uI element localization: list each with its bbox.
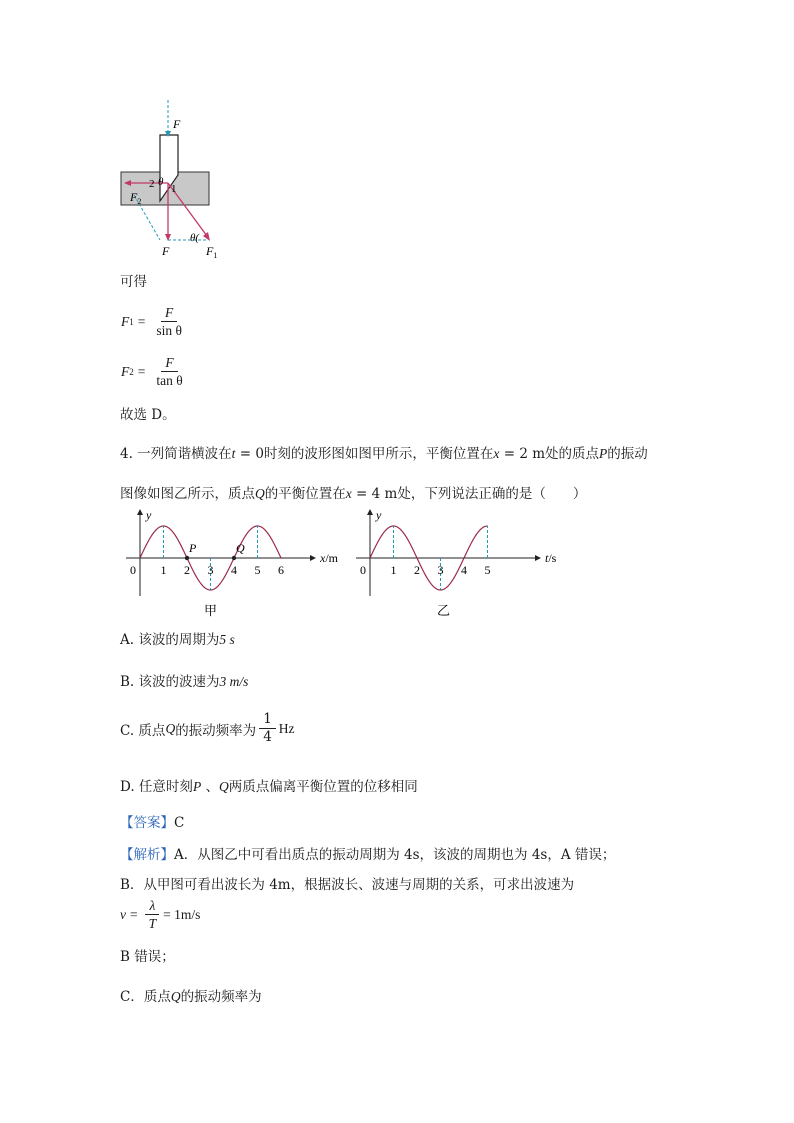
tick-label: 5 <box>484 563 491 577</box>
analysis-tag: 【解析】 <box>120 847 174 863</box>
tick-label: 4 <box>461 563 467 577</box>
label-2: 2 <box>149 178 155 190</box>
wave-graph-jia <box>115 505 345 625</box>
x-axis-label: t/s <box>545 551 557 565</box>
x-axis-arrow <box>310 555 316 561</box>
option-c[interactable]: C. 质点 Q 的振动频率为 $\frac{1}{4}$ Hz <box>120 711 295 745</box>
equation-f2: F 2 = $\frac{F}{\text{tan θ}}$ <box>121 355 183 388</box>
label-f2: $F_2$ <box>130 190 142 206</box>
answer-line: 【答案】C <box>120 815 185 831</box>
chart-caption: 甲 <box>204 603 218 618</box>
equation-v: v = $\frac{\lambda}{T}$ = 1m/s <box>120 898 201 931</box>
force-diagram <box>110 95 230 265</box>
tick-label: 6 <box>278 563 284 577</box>
tick-label: 0 <box>360 563 366 577</box>
tick-label: 1 <box>390 563 397 577</box>
label-f1: $F_1$ <box>206 244 218 260</box>
question4-line1: 4. 一列简谐横波在t = 0时刻的波形图如图甲所示，平衡位置在x = 2 m处的质点P的振动 <box>120 446 648 462</box>
tick-label: 4 <box>231 563 237 577</box>
x-axis-label: x/m <box>320 551 338 565</box>
tick-label: 3 <box>207 563 214 577</box>
particle-label: Q <box>236 541 245 555</box>
label-f-top: F <box>173 117 181 131</box>
y-axis-arrow <box>137 509 143 515</box>
label-f-bottom: F <box>162 244 170 258</box>
tick-label: 1 <box>160 563 167 577</box>
conclusion-text: 故选 D。 <box>120 407 176 423</box>
label-theta-lower: θ( <box>190 232 200 244</box>
answer-tag: 【答案】 <box>120 815 174 831</box>
tick-label: 2 <box>184 563 190 577</box>
vibration-graph-yi <box>345 505 575 625</box>
option-d[interactable]: D. 任意时刻P 、Q两质点偏离平衡位置的位移相同 <box>120 779 418 795</box>
tick-label: 3 <box>437 563 444 577</box>
particle-label: P <box>189 541 197 555</box>
option-a[interactable]: A. 该波的周期为5 s <box>120 632 235 648</box>
analysis-c: C．质点Q的振动频率为 <box>120 989 262 1005</box>
option-b[interactable]: B. 该波的波速为3 m/s <box>120 674 249 690</box>
question4-line2: 图像如图乙所示，质点Q的平衡位置在x = 4 m处，下列说法正确的是（ ） <box>120 486 587 502</box>
y-axis-label: y <box>146 508 152 522</box>
tick-label: 5 <box>254 563 261 577</box>
particle-point <box>232 556 236 560</box>
b-wrong-text: B 错误； <box>120 949 175 965</box>
tick-label: 2 <box>414 563 420 577</box>
kede-text: 可得 <box>120 274 147 290</box>
analysis-b: B．从甲图可看出波长为 4m，根据波长、波速与周期的关系，可求出波速为 <box>120 877 575 893</box>
y-axis-label: y <box>376 508 382 522</box>
x-axis-arrow <box>535 555 541 561</box>
chart-caption: 乙 <box>437 603 451 618</box>
tick-label: 0 <box>130 563 136 577</box>
particle-point <box>185 556 189 560</box>
y-axis-arrow <box>367 509 373 515</box>
label-1: 1 <box>171 183 177 195</box>
equation-f1: F 1 = $\frac{F}{\text{sin θ}}$ <box>121 305 182 338</box>
analysis-a: 【解析】A．从图乙中可看出质点的振动周期为 4s，该波的周期也为 4s，A 错误； <box>120 847 616 863</box>
label-theta-inner: θ <box>158 176 164 188</box>
